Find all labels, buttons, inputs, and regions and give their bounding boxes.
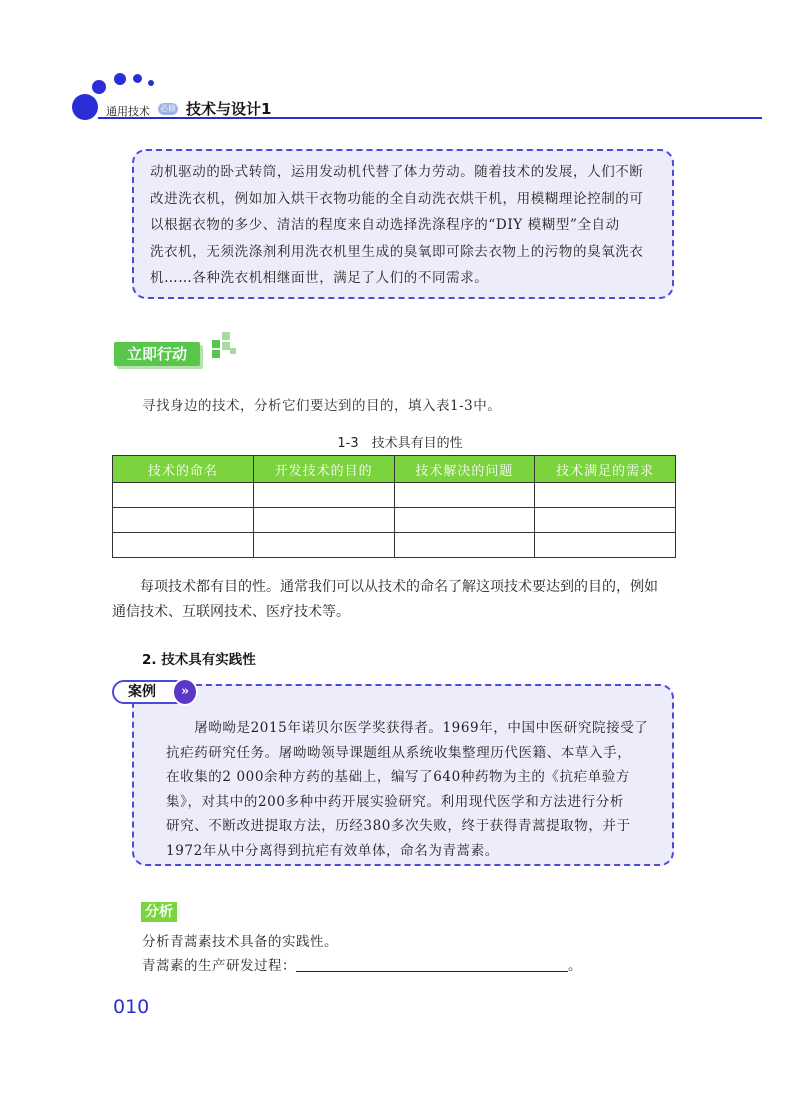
text-line: 屠呦呦是2015年诺贝尔医学奖获得者。1969年，中国中医研究院接受了 (166, 720, 649, 736)
analysis-answer-suffix: 。 (568, 958, 582, 974)
decor-square (230, 348, 236, 354)
action-instruction: 寻找身边的技术，分析它们要达到的目的，填入表1-3中。 (142, 398, 502, 414)
text-line: 改进洗衣机，例如加入烘干衣物功能的全自动洗衣烘干机，用模糊理论控制的可 (150, 190, 644, 207)
table-header-cell: 技术满足的需求 (535, 456, 676, 483)
table-cell[interactable] (394, 508, 535, 533)
analysis-answer-prefix: 青蒿素的生产研发过程： (142, 958, 296, 974)
header-dot (133, 74, 142, 83)
continued-story-text (150, 159, 660, 292)
text-line: 以根据衣物的多少、清洁的程度来自动选择洗涤程序的“DIY 模糊型”全自动 (150, 217, 620, 233)
text-line: 研究、不断改进提取方法，历经380多次失败，终于获得青蒿提取物，并于 (166, 818, 631, 834)
analysis-answer-line (142, 954, 582, 974)
table-cell[interactable] (535, 533, 676, 558)
decor-square (212, 340, 220, 348)
table-cell[interactable] (113, 533, 254, 558)
table-cell[interactable] (113, 483, 254, 508)
decor-square (222, 342, 230, 350)
header-badge: 必修 (160, 104, 176, 113)
header-dot (114, 73, 126, 85)
table-header-cell: 开发技术的目的 (253, 456, 394, 483)
text-line: 集》，对其中的200多种中药开展实验研究。利用现代医学和方法进行分析 (166, 793, 624, 810)
text-line: 洗衣机，无须洗涤剂利用洗衣机里生成的臭氧即可除去衣物上的污物的臭氧洗衣 (150, 243, 644, 260)
table-cell[interactable] (253, 508, 394, 533)
page-number: 010 (113, 996, 150, 1018)
text-line: 每项技术都有目的性。通常我们可以从技术的命名了解这项技术要达到的目的，例如 (112, 579, 658, 595)
header-section: 通用技术 (106, 105, 150, 118)
table-row (113, 533, 676, 558)
text-line: 1972年从中分离得到抗疟有效单体，命名为青蒿素。 (166, 842, 499, 859)
header-dot (92, 80, 106, 94)
subsection-title: 2. 技术具有实践性 (142, 652, 256, 668)
table-cell[interactable] (113, 508, 254, 533)
table-cell[interactable] (535, 483, 676, 508)
case-text (166, 716, 666, 863)
text-line: 抗疟药研究任务。屠呦呦领导课题组从系统收集整理历代医籍、本草入手， (166, 744, 632, 761)
table-header-row (113, 456, 676, 483)
answer-blank[interactable] (296, 957, 568, 972)
table-caption: 1-3 技术具有目的性 (337, 436, 463, 451)
table-row (113, 508, 676, 533)
text-line: 通信技术、互联网技术、医疗技术等。 (112, 604, 350, 620)
table-cell[interactable] (253, 533, 394, 558)
header-dot-large (72, 94, 98, 120)
purpose-table (112, 455, 676, 558)
decor-square (222, 332, 230, 340)
body-paragraph (112, 575, 682, 625)
table-cell[interactable] (394, 483, 535, 508)
text-line: 机……各种洗衣机相继面世，满足了人们的不同需求。 (150, 270, 489, 286)
decor-square (212, 350, 220, 358)
table-row (113, 483, 676, 508)
action-tag: 立即行动 (114, 342, 200, 366)
header-dot (148, 80, 154, 86)
text-line: 动机驱动的卧式转筒，运用发动机代替了体力劳动。随着技术的发展，人们不断 (150, 164, 644, 180)
table-cell[interactable] (253, 483, 394, 508)
case-arrow-icon: » (172, 678, 198, 706)
case-tag: 案例 (112, 680, 178, 704)
table-cell[interactable] (535, 508, 676, 533)
table-header-cell: 技术的命名 (113, 456, 254, 483)
header-title: 技术与设计1 (186, 100, 272, 118)
analysis-question: 分析青蒿素技术具备的实践性。 (142, 934, 338, 950)
text-line: 在收集的2 000余种方药的基础上，编写了640种药物为主的《抗疟单验方 (166, 769, 631, 785)
table-cell[interactable] (394, 533, 535, 558)
analysis-tag: 分析 (141, 902, 177, 922)
table-header-cell: 技术解决的问题 (394, 456, 535, 483)
